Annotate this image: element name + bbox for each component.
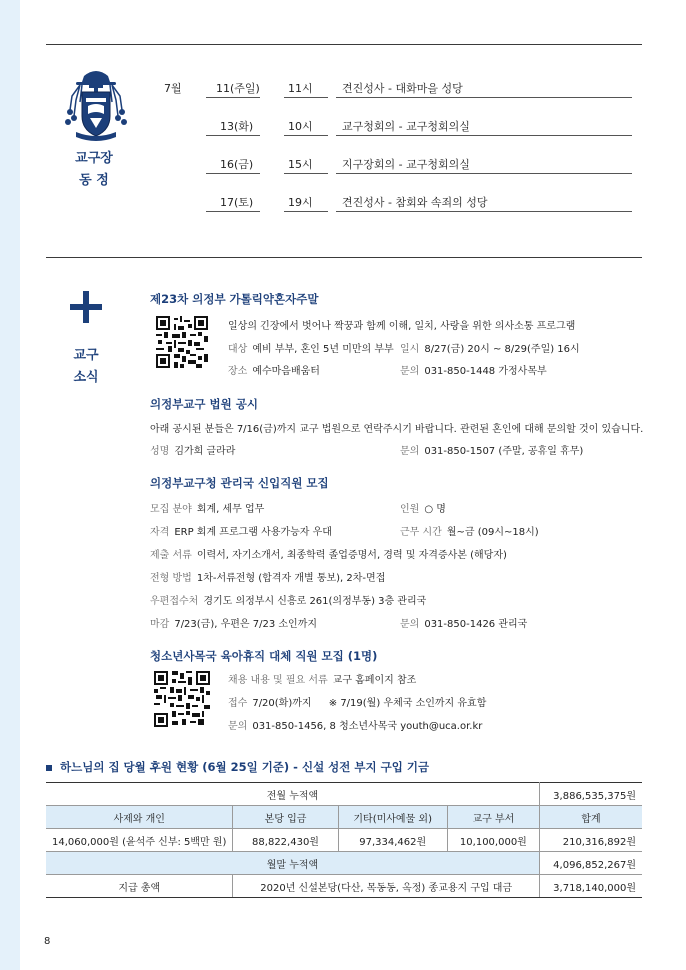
- news-item-row: [150, 500, 264, 515]
- contact-label: 문의: [400, 446, 420, 457]
- schedule-date: 13(화): [220, 120, 254, 133]
- schedule-date: 16(금): [220, 158, 254, 171]
- schedule-event: 견진성사 - 참회와 속죄의 성당: [342, 196, 488, 209]
- news-item-row: [150, 592, 426, 607]
- contact-label: 문의: [400, 619, 420, 630]
- schedule-time: 15시: [288, 158, 313, 171]
- news-item-title: 제23차 의정부 가톨릭약혼자주말: [150, 292, 319, 306]
- schedule-time: 10시: [288, 120, 313, 133]
- schedule-date: 11(주일): [216, 82, 260, 95]
- news-item-row: [400, 362, 547, 377]
- contact-label: 문의: [228, 721, 248, 732]
- mail-label: 우편접수처: [150, 596, 199, 607]
- news-item-row: [150, 546, 507, 561]
- contact-value: 031-850-1507 (주말, 공휴일 휴무): [424, 446, 584, 457]
- receipt-label: 접수: [228, 698, 248, 709]
- fund-title-text: 하느님의 집 당월 후원 현황 (6월 25일 기준) - 신설 성전 부지 구입 기금: [60, 760, 430, 774]
- contact-label: 문의: [400, 366, 420, 377]
- docs-label: 제출 서류: [150, 550, 192, 561]
- method-value: 1차-서류전형 (합격자 개별 통보), 2차-면접: [196, 573, 386, 584]
- pay-desc: 2020년 신설본당(다산, 목동동, 옥정) 종교용지 구입 대금: [233, 875, 539, 898]
- table-row: [46, 829, 642, 852]
- receipt-value: 7/20(화)까지: [252, 698, 312, 709]
- news-section-label: [56, 345, 116, 389]
- bishop-coat-of-arms-icon: [64, 66, 128, 142]
- mail-value: 경기도 의정부시 신흥로 261(의정부동) 3층 관리국: [203, 596, 427, 607]
- header-cell: 교구 부서: [447, 806, 539, 829]
- schedule-label-line-1: 교구장: [75, 151, 113, 166]
- qual-value: ERP 회계 프로그램 사용가능자 우대: [174, 527, 332, 538]
- header-cell: 사제와 개인: [46, 806, 233, 829]
- hours-value: 월~금 (09시~18시): [446, 527, 539, 538]
- news-item-desc: 일상의 긴장에서 벗어나 짝꿍과 함께 이해, 일치, 사랑을 위한 의사소통 프로그램: [228, 321, 576, 332]
- detail-value: 교구 홈페이지 참조: [332, 675, 417, 686]
- method-label: 전형 방법: [150, 573, 192, 584]
- target-value: 예비 부부, 혼인 5년 미만의 부부: [252, 344, 394, 355]
- name-value: 김가희 글라라: [174, 446, 236, 457]
- page-number: 8: [44, 936, 51, 947]
- table-row: [46, 875, 642, 898]
- news-item-row: [400, 500, 446, 515]
- place-value: 예수마음배움터: [252, 366, 320, 377]
- top-divider: [46, 44, 642, 45]
- prev-total-value: 3,886,535,375원: [539, 783, 642, 806]
- schedule-month: 7월: [164, 82, 182, 95]
- date-label: 일시: [400, 344, 420, 355]
- news-item-row: [228, 671, 416, 686]
- date-value: 8/27(금) 20시 ~ 8/29(주일) 16시: [424, 344, 580, 355]
- contact-value: 031-850-1456, 8 청소년사목국 youth@uca.or.kr: [252, 721, 483, 732]
- target-label: 대상: [228, 344, 248, 355]
- schedule-date: 17(토): [220, 196, 254, 209]
- pay-label: [46, 875, 233, 898]
- receipt-note: ※ 7/19(월) 우체국 소인까지 유효함: [328, 698, 487, 709]
- schedule-time: 11시: [288, 82, 313, 95]
- news-item-desc: 아래 공시된 분들은 7/16(금)까지 교구 법원으로 연락주시기 바랍니다. 관련된 혼인에 대해 문의할 것이 있습니다.: [150, 424, 644, 435]
- detail-label: 채용 내용 및 필요 서류: [228, 675, 328, 686]
- news-item-row: [400, 523, 539, 538]
- news-item-row: [228, 694, 486, 709]
- plus-cross-icon: [70, 291, 102, 323]
- table-header-row: [46, 806, 642, 829]
- qr-code-icon[interactable]: [154, 671, 210, 727]
- header-cell: 본당 입금: [233, 806, 338, 829]
- table-row: [46, 852, 642, 875]
- place-label: 장소: [228, 366, 248, 377]
- news-item-row: [150, 442, 235, 457]
- news-item-row: [228, 340, 394, 355]
- deadline-value: 7/23(금), 우편은 7/23 소인까지: [174, 619, 318, 630]
- news-item-row: [150, 615, 317, 630]
- contact-value: 031-850-1426 관리국: [424, 619, 528, 630]
- news-item-title: 청소년사목국 육아휴직 대체 직원 모집 (1명): [150, 649, 378, 663]
- news-label-line-2: 소식: [73, 370, 99, 385]
- pay-amount: 3,718,140,000원: [539, 875, 642, 898]
- month-total-label: 월말 누적액: [46, 852, 539, 875]
- value-cell: 88,822,430원: [233, 829, 338, 852]
- header-cell: 합계: [539, 806, 642, 829]
- value-cell: 14,060,000원 (윤석주 신부: 5백만 원): [46, 829, 233, 852]
- news-item-row: [228, 717, 482, 732]
- news-item-row: [150, 523, 332, 538]
- field-label: 모집 분야: [150, 504, 192, 515]
- prev-total-label: 전월 누적액: [46, 783, 539, 806]
- bullet-square-icon: [46, 765, 52, 771]
- qual-label: 자격: [150, 527, 170, 538]
- schedule-event: 지구장회의 - 교구청회의실: [342, 158, 470, 171]
- news-item-row: [400, 615, 527, 630]
- schedule-time: 19시: [288, 196, 313, 209]
- field-value: 회계, 세무 업무: [196, 504, 265, 515]
- news-label-line-1: 교구: [73, 348, 99, 363]
- fund-table: [46, 782, 642, 898]
- pay-label-text: 지급 총액: [118, 882, 161, 894]
- news-item-row: [228, 362, 320, 377]
- header-cell: 기타(미사예물 외): [338, 806, 447, 829]
- table-row: [46, 783, 642, 806]
- people-value: ○ 명: [424, 504, 446, 515]
- month-total-value: 4,096,852,267원: [539, 852, 642, 875]
- value-cell: 10,100,000원: [447, 829, 539, 852]
- people-label: 인원: [400, 504, 420, 515]
- schedule-section-label: [64, 148, 124, 192]
- docs-value: 이력서, 자기소개서, 최종학력 졸업증명서, 경력 및 자격증사본 (해당자): [196, 550, 507, 561]
- hours-label: 근무 시간: [400, 527, 442, 538]
- schedule-event: 교구청회의 - 교구청회의실: [342, 120, 470, 133]
- value-cell: 97,334,462원: [338, 829, 447, 852]
- news-item-row: [150, 569, 385, 584]
- value-cell: 210,316,892원: [539, 829, 642, 852]
- news-item-row: [400, 340, 580, 355]
- contact-value: 031-850-1448 가정사목부: [424, 366, 547, 377]
- news-item-title: 의정부교구청 관리국 신입직원 모집: [150, 476, 329, 490]
- fund-title: [46, 759, 429, 775]
- schedule-event: 견진성사 - 대화마을 성당: [342, 82, 463, 95]
- name-label: 성명: [150, 446, 170, 457]
- news-item-title: 의정부교구 법원 공시: [150, 397, 258, 411]
- qr-code-icon[interactable]: [156, 316, 208, 368]
- left-color-strip: [0, 0, 20, 970]
- schedule-label-line-2: 동 정: [79, 173, 109, 188]
- deadline-label: 마감: [150, 619, 170, 630]
- section-divider: [46, 257, 642, 258]
- news-item-row: [400, 442, 583, 457]
